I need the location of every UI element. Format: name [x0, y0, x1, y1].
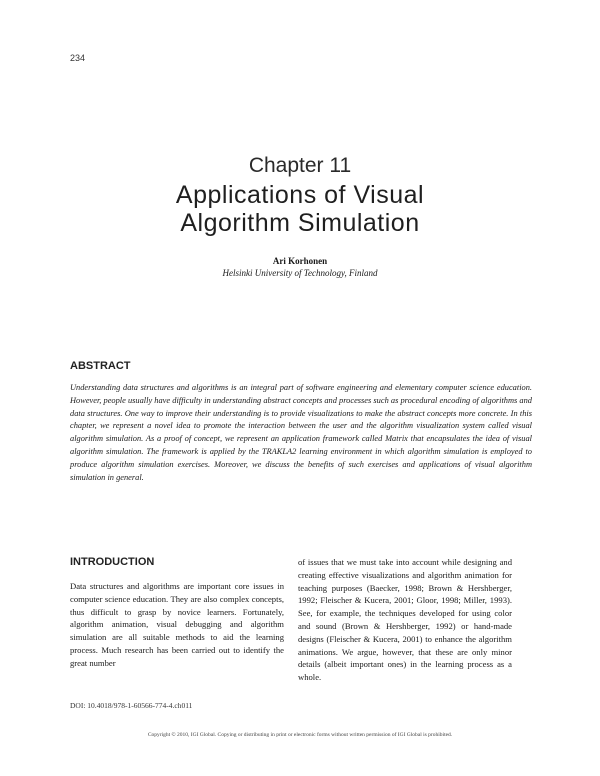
page-number: 234: [70, 53, 86, 63]
chapter-title: [0, 181, 600, 237]
author-affiliation: Helsinki University of Technology, Finland: [222, 268, 378, 278]
introduction-heading: INTRODUCTION: [70, 556, 155, 568]
introduction-column-2: of issues that we must take into account while designing and creating effective visualizations and algorithm animation for teaching purposes (Baecker, 1998; Brown & Hershberger, 1992; Fleischer & Kucera, 2001; Gloor, 1998; Miller, 1993). See, for example, the techniques developed for using color and sound (Brown & Hershberger, 1992) or hand-made designs (Fleischer & Kucera, 2001) to enhance the algorithm animations. We argue, however, that these are only minor details (albeit important ones) in the learning process as a whole.: [298, 557, 512, 683]
abstract-heading: ABSTRACT: [70, 360, 131, 372]
author-name: Ari Korhonen: [272, 256, 328, 266]
chapter-title-line2: Algorithm Simulation: [180, 209, 420, 237]
chapter-label: Chapter 11: [248, 154, 352, 177]
abstract-text: Understanding data structures and algorithms is an integral part of software engineering and elementary computer science education. However, people usually have difficulty in understanding abstract concepts and processes such as procedural encoding of algorithms and data structures. One way to improve their understanding is to provide visualizations to make the abstract concepts more concrete. In this chapter, we represent a novel idea to promote the interaction between the user and the algorithm visualization system called visual algorithm simulation. As a proof of concept, we represent an application framework called Matrix that encapsulates the idea of visual algorithm simulation. The framework is applied by the TRAKLA2 learning environment in which algorithm simulation is employed to produce algorithm simulation exercises. Moreover, we discuss the benefits of such exercises and applications of visual algorithm simulation in general.: [70, 383, 532, 482]
introduction-column-1: Data structures and algorithms are important core issues in computer science education. They are also complex concepts, thus difficult to grasp by novice learners. Fortunately, algorithm animation, visual debugging and algorithm simulation are all suitable methods to aid the learning process. Much research has been carried out to identify the great number: [70, 581, 284, 668]
chapter-title-line1: Applications of Visual: [175, 181, 425, 209]
doi: DOI: 10.4018/978-1-60566-774-4.ch011: [70, 701, 193, 710]
copyright-footer: Copyright © 2010, IGI Global. Copying or distributing in print or electronic forms without written permission of IGI Global is prohibited.: [147, 732, 453, 738]
